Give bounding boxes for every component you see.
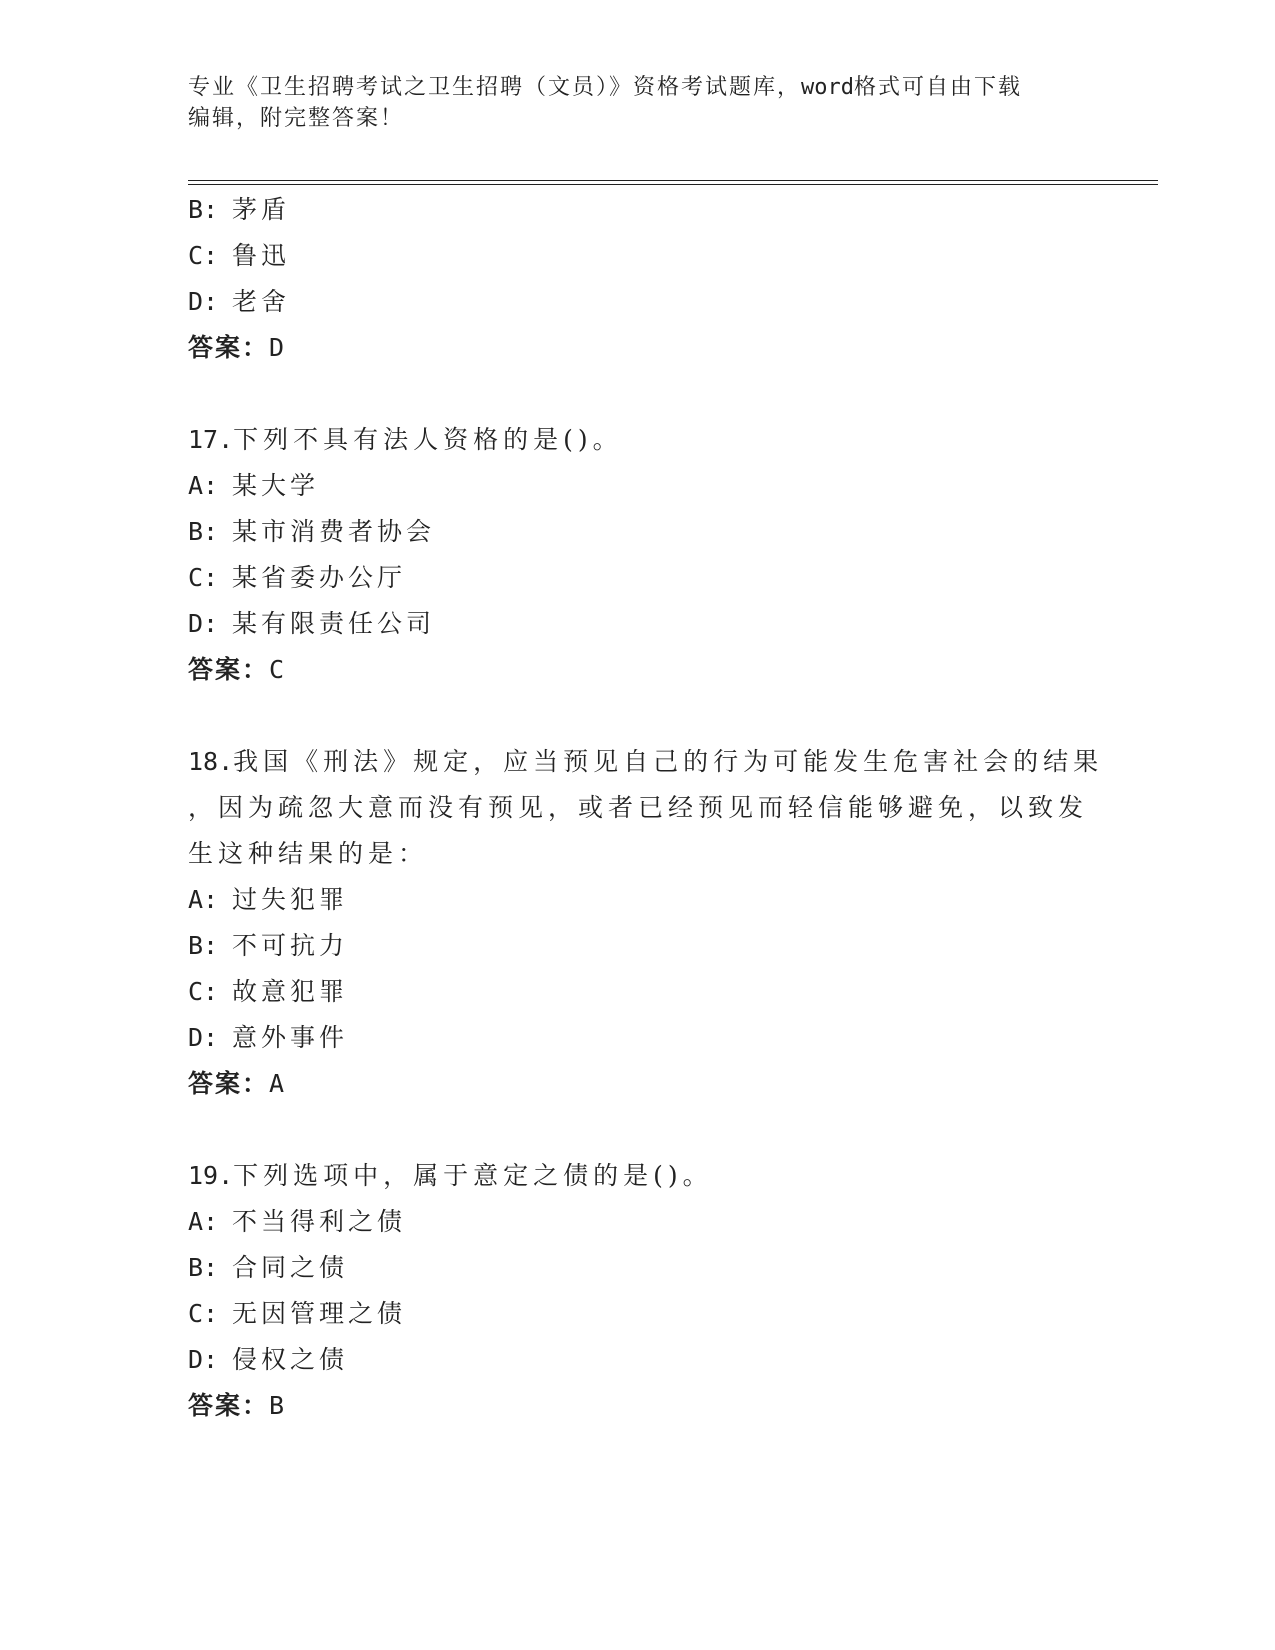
header-line-1 [188, 72, 1088, 103]
header-divider [188, 180, 1158, 185]
option-row [188, 1291, 1088, 1337]
answer-label: 答案： [188, 1069, 270, 1098]
question-stem [188, 1153, 1088, 1199]
option-text: 故意犯罪 [232, 977, 349, 1006]
answer-value: C [269, 655, 287, 684]
option-text: 某省委办公厅 [232, 563, 407, 592]
option-letter: B: [188, 195, 219, 224]
option-text: 某大学 [232, 471, 320, 500]
answer-row [188, 1383, 1088, 1429]
question-number: 18. [188, 747, 234, 776]
option-letter: C: [188, 563, 219, 592]
option-text: 不当得利之债 [232, 1207, 407, 1236]
header-word: word [801, 75, 854, 100]
option-letter: D: [188, 1345, 219, 1374]
option-row [188, 1015, 1088, 1061]
question-stem-continued: 生这种结果的是： [188, 839, 429, 868]
answer-value: A [269, 1069, 287, 1098]
option-row [188, 1337, 1088, 1383]
question-content [188, 187, 1104, 1429]
option-row [188, 187, 1088, 233]
option-row [188, 877, 1088, 923]
option-text: 某有限责任公司 [232, 609, 436, 638]
page-header [188, 72, 1088, 134]
option-text: 老舍 [232, 287, 291, 316]
option-row [188, 1199, 1088, 1245]
option-row [188, 601, 1088, 647]
question-stem [188, 739, 1104, 785]
option-row [188, 969, 1088, 1015]
option-text: 过失犯罪 [232, 885, 349, 914]
question-number: 19. [188, 1161, 234, 1190]
option-text: 意外事件 [232, 1023, 349, 1052]
option-letter: C: [188, 1299, 219, 1328]
option-letter: A: [188, 471, 219, 500]
answer-value: B [269, 1391, 287, 1420]
answer-row [188, 1061, 1088, 1107]
option-letter: D: [188, 287, 219, 316]
option-letter: A: [188, 885, 219, 914]
option-row [188, 279, 1088, 325]
option-row [188, 509, 1088, 555]
header-line-2: 编辑，附完整答案！ [188, 106, 405, 131]
question-19 [188, 1153, 1088, 1429]
option-text: 茅盾 [232, 195, 291, 224]
option-row [188, 1245, 1088, 1291]
spacer [188, 693, 1088, 739]
option-text: 某市消费者协会 [232, 517, 436, 546]
option-text: 不可抗力 [232, 931, 349, 960]
option-row [188, 555, 1088, 601]
option-letter: D: [188, 1023, 219, 1052]
prev-question [188, 187, 1088, 371]
option-row [188, 233, 1088, 279]
question-number: 17. [188, 425, 234, 454]
stem-text: 我国《刑法》规定，应当预见自己的行为可能发生危害社会的结果 [233, 747, 1104, 776]
spacer [188, 1107, 1088, 1153]
option-row [188, 923, 1088, 969]
spacer [188, 371, 1088, 417]
option-letter: D: [188, 609, 219, 638]
answer-row [188, 325, 1088, 371]
option-row [188, 463, 1088, 509]
option-text: 鲁迅 [232, 241, 291, 270]
answer-row [188, 647, 1088, 693]
option-letter: B: [188, 517, 219, 546]
option-letter: C: [188, 977, 219, 1006]
option-text: 无因管理之债 [232, 1299, 407, 1328]
answer-label: 答案： [188, 1391, 270, 1420]
option-letter: B: [188, 931, 219, 960]
question-stem-continued: ，因为疏忽大意而没有预见，或者已经预见而轻信能够避免，以致发 [188, 793, 1089, 822]
question-17 [188, 417, 1088, 693]
header-text-b: 格式可自由下载 [854, 75, 1023, 100]
option-letter: A: [188, 1207, 219, 1236]
option-text: 侵权之债 [232, 1345, 349, 1374]
question-stem [188, 417, 1088, 463]
answer-value: D [269, 333, 287, 362]
stem-text: 下列不具有法人资格的是()。 [233, 425, 623, 454]
option-letter: C: [188, 241, 219, 270]
option-letter: B: [188, 1253, 219, 1282]
header-text-a: 专业《卫生招聘考试之卫生招聘（文员）》资格考试题库， [188, 75, 802, 100]
question-18 [188, 739, 1104, 1107]
option-text: 合同之债 [232, 1253, 349, 1282]
stem-text: 下列选项中，属于意定之债的是()。 [233, 1161, 713, 1190]
answer-label: 答案： [188, 333, 270, 362]
answer-label: 答案： [188, 655, 270, 684]
